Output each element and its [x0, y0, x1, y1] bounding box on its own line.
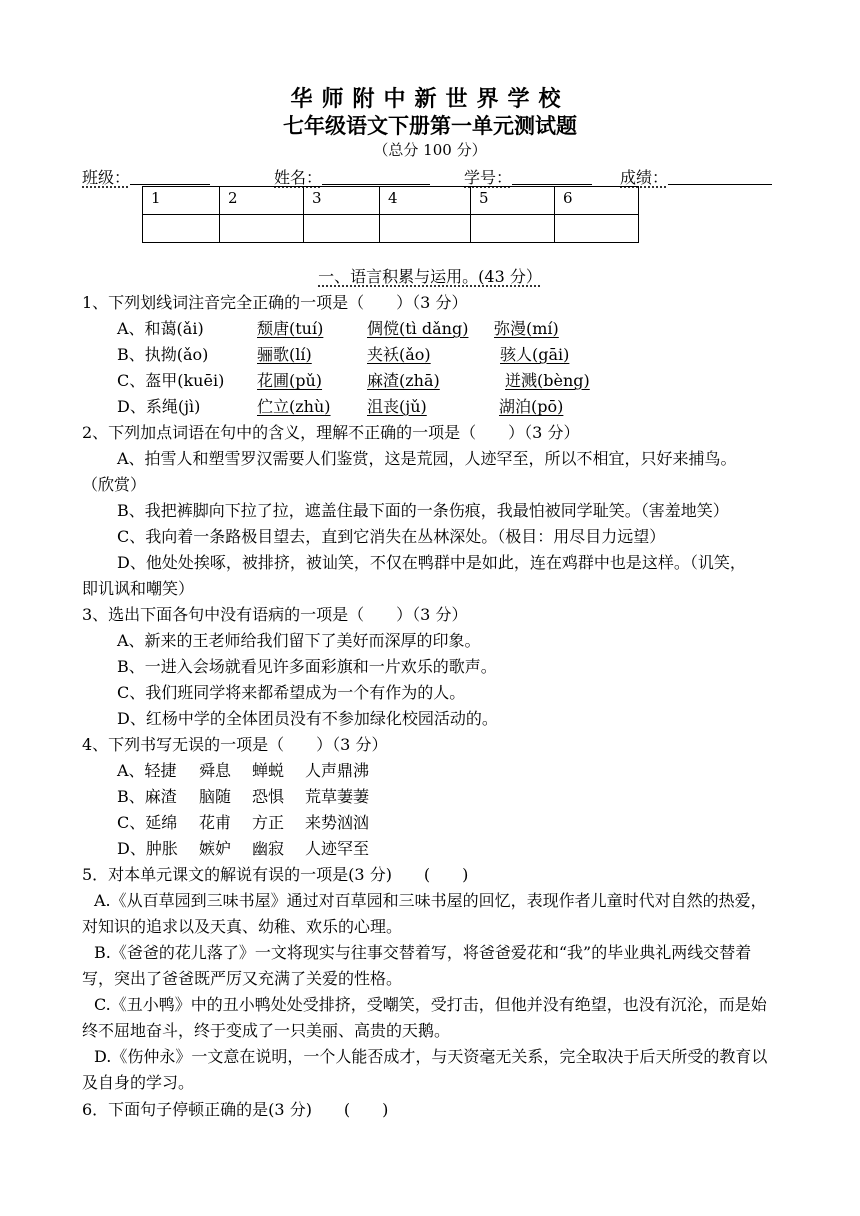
score-cell-header: 6	[555, 187, 639, 215]
q5-option-b: B.《爸爸的花儿落了》一文将现实与往事交替着写，将爸爸爱花和“我”的毕业典礼两线交替着写，突出了爸爸既严厉又充满了关爱的性格。	[82, 943, 752, 988]
q2-option-c: C、我向着一条路极目望去，直到它消失在丛林深处。（极目：用尽目力远望）	[117, 527, 666, 546]
section-heading: 一、语言积累与运用。(43 分）	[318, 267, 542, 286]
score-table	[142, 186, 639, 243]
q1-stem: 1、下列划线词注音完全正确的一项是（ ）（3 分）	[82, 293, 468, 312]
option-item: 荒草萋萋	[305, 787, 370, 806]
id-blank[interactable]	[512, 168, 592, 185]
option-item: B、执拗(ǎo)	[117, 345, 209, 364]
q2-option-d: D、他处处挨啄，被排挤，被讪笑，不仅在鸭群中是如此，连在鸡群中也是这样。（讥笑，	[117, 553, 746, 572]
name-label: 姓名：	[274, 168, 323, 187]
option-item: 麻渣(zhā)	[367, 371, 440, 390]
score-table-header-row	[143, 187, 639, 215]
option-item: 蝉蜕	[252, 761, 285, 780]
option-item: 幽寂	[252, 839, 285, 858]
class-field	[82, 165, 210, 188]
q2-option-a-cont: （欣赏）	[82, 475, 147, 494]
option-item: D、系绳(jì)	[117, 397, 201, 416]
option-item: 骇人(gāi)	[500, 345, 570, 364]
option-item: 嫉妒	[199, 839, 232, 858]
q5-stem: 5．对本单元课文的解说有误的一项是(3 分) ( )	[82, 865, 469, 884]
q3-option-d: D、红杨中学的全体团员没有不参加绿化校园活动的。	[117, 709, 498, 728]
option-item: 弥漫(mí)	[494, 319, 559, 338]
score-blank[interactable]	[668, 168, 772, 185]
score-table-value-row	[143, 215, 639, 243]
score-cell-empty[interactable]	[471, 215, 555, 243]
option-item: A、轻捷	[117, 761, 177, 780]
score-cell-header: 3	[304, 187, 380, 215]
option-item: 花圃(pǔ)	[257, 371, 323, 390]
option-item: A、和蔼(ǎi)	[117, 319, 204, 338]
id-field	[464, 165, 592, 188]
option-item: 湖泊(pō)	[499, 397, 564, 416]
option-item: 花甫	[199, 813, 232, 832]
score-label: 成绩：	[620, 168, 669, 187]
q2-stem: 2、下列加点词语在句中的含义，理解不正确的一项是（ ）（3 分）	[82, 423, 580, 442]
q2-option-d-cont: 即讥讽和嘲笑）	[82, 579, 195, 598]
option-item: B、麻渣	[117, 787, 177, 806]
score-cell-empty[interactable]	[143, 215, 220, 243]
q2-option-b: B、我把裤脚向下拉了拉，遮盖住最下面的一条伤痕，我最怕被同学耻笑。（害羞地笑）	[117, 501, 729, 520]
q3-option-c: C、我们班同学将来都希望成为一个有作为的人。	[117, 683, 466, 702]
option-item: 迸溅(bèng)	[505, 371, 590, 390]
option-item: 来势汹汹	[305, 813, 370, 832]
class-blank[interactable]	[130, 168, 210, 185]
option-item: C、盔甲(kuēi)	[117, 371, 225, 390]
id-label: 学号：	[464, 168, 513, 187]
option-item: 骊歌(lí)	[257, 345, 312, 364]
q3-stem: 3、选出下面各句中没有语病的一项是（ ）（3 分）	[82, 605, 468, 624]
score-cell-header: 1	[143, 187, 220, 215]
option-item: 颓唐(tuí)	[257, 319, 324, 338]
score-cell-empty[interactable]	[304, 215, 380, 243]
q6-stem: 6．下面句子停顿正确的是(3 分) ( )	[82, 1100, 389, 1119]
option-item: C、延绵	[117, 813, 178, 832]
option-item: 人声鼎沸	[305, 761, 370, 780]
option-item: 夹袄(ǎo)	[367, 345, 431, 364]
option-item: 伫立(zhù)	[257, 397, 331, 416]
class-label: 班级：	[82, 168, 131, 187]
option-item: 恐惧	[252, 787, 285, 806]
q3-option-a: A、新来的王老师给我们留下了美好而深厚的印象。	[117, 631, 481, 650]
score-cell-header: 5	[471, 187, 555, 215]
q2-option-a: A、拍雪人和塑雪罗汉需要人们鉴赏，这是荒园，人迹罕至，所以不相宜，只好来捕鸟。	[117, 449, 737, 468]
school-name: 华师附中新世界学校	[290, 87, 570, 112]
score-cell-header: 2	[220, 187, 304, 215]
name-field	[274, 165, 430, 188]
score-cell-empty[interactable]	[380, 215, 471, 243]
q5-option-a: A.《从百草园到三味书屋》通过对百草园和三味书屋的回忆，表现作者儿童时代对自然的热爱，对知识的追求以及天真、幼稚、欢乐的心理。	[82, 891, 767, 936]
score-cell-header: 4	[380, 187, 471, 215]
option-item: 舜息	[199, 761, 232, 780]
option-item: 脑随	[199, 787, 232, 806]
q4-stem: 4、下列书写无误的一项是（ ）（3 分）	[82, 735, 388, 754]
option-item: 人迹罕至	[305, 839, 370, 858]
name-blank[interactable]	[322, 168, 430, 185]
option-item: 倜傥(tì dǎng)	[367, 319, 469, 338]
score-cell-empty[interactable]	[220, 215, 304, 243]
score-field	[620, 165, 772, 188]
q5-option-c: C.《丑小鸭》中的丑小鸭处处受排挤，受嘲笑，受打击，但他并没有绝望，也没有沉沦，而是始终不屈地奋斗，终于变成了一只美丽、高贵的天鹅。	[82, 995, 767, 1040]
score-cell-empty[interactable]	[555, 215, 639, 243]
exam-title: 七年级语文下册第一单元测试题	[283, 114, 577, 138]
total-score-note: （总分 100 分）	[373, 141, 487, 159]
q5-option-d: D.《伤仲永》一文意在说明，一个人能否成才，与天资毫无关系，完全取决于后天所受的教育以及自身的学习。	[82, 1047, 768, 1092]
option-item: D、肿胀	[117, 839, 178, 858]
option-item: 沮丧(jǔ)	[367, 397, 427, 416]
q3-option-b: B、一进入会场就看见许多面彩旗和一片欢乐的歌声。	[117, 657, 497, 676]
option-item: 方正	[252, 813, 285, 832]
